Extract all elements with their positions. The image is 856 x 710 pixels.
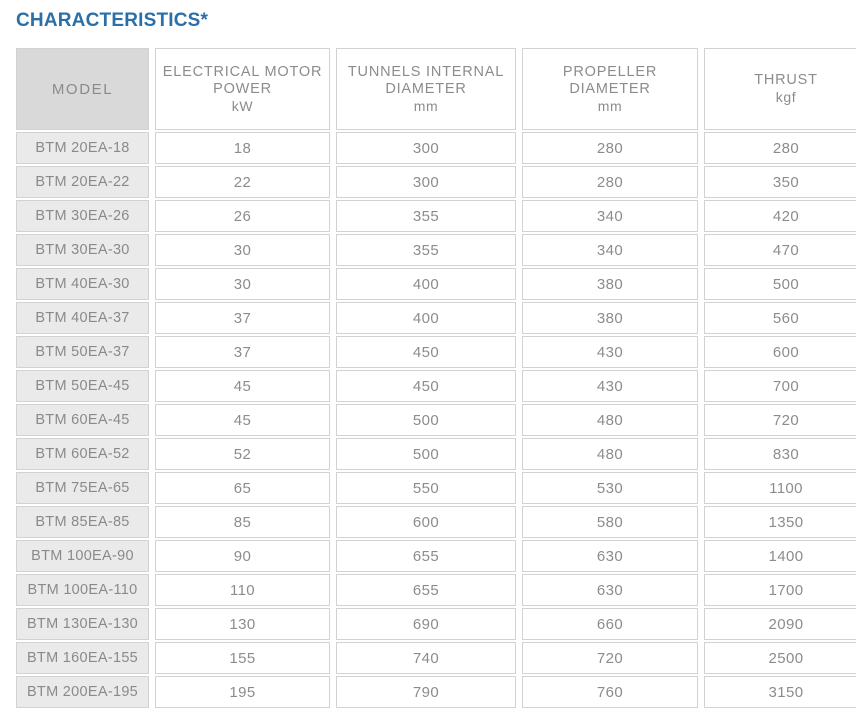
cell-model: BTM 50EA-37 xyxy=(16,336,149,368)
cell-tunnel-diameter: 300 xyxy=(336,132,516,164)
cell-propeller-diameter: 720 xyxy=(522,642,698,674)
column-header-tunnel-diameter xyxy=(336,48,516,130)
characteristics-table xyxy=(10,46,856,710)
cell-model: BTM 20EA-22 xyxy=(16,166,149,198)
cell-propeller-diameter: 530 xyxy=(522,472,698,504)
cell-propeller-diameter: 380 xyxy=(522,302,698,334)
cell-propeller-diameter: 760 xyxy=(522,676,698,708)
cell-tunnel-diameter: 400 xyxy=(336,302,516,334)
cell-model: BTM 30EA-30 xyxy=(16,234,149,266)
table-header xyxy=(16,48,856,130)
cell-power: 110 xyxy=(155,574,330,606)
cell-tunnel-diameter: 790 xyxy=(336,676,516,708)
cell-model: BTM 40EA-37 xyxy=(16,302,149,334)
cell-propeller-diameter: 430 xyxy=(522,336,698,368)
cell-model: BTM 160EA-155 xyxy=(16,642,149,674)
cell-thrust: 2500 xyxy=(704,642,856,674)
cell-model: BTM 60EA-45 xyxy=(16,404,149,436)
column-header-model-label: MODEL xyxy=(51,80,114,98)
cell-thrust: 500 xyxy=(704,268,856,300)
cell-power: 26 xyxy=(155,200,330,232)
cell-tunnel-diameter: 450 xyxy=(336,370,516,402)
cell-thrust: 280 xyxy=(704,132,856,164)
cell-tunnel-diameter: 500 xyxy=(336,438,516,470)
table-row xyxy=(16,200,856,232)
table-row xyxy=(16,506,856,538)
table-row xyxy=(16,336,856,368)
cell-thrust: 1400 xyxy=(704,540,856,572)
cell-power: 18 xyxy=(155,132,330,164)
cell-model: BTM 85EA-85 xyxy=(16,506,149,538)
column-header-power xyxy=(155,48,330,130)
cell-tunnel-diameter: 450 xyxy=(336,336,516,368)
column-header-power-unit: kW xyxy=(231,97,254,114)
cell-propeller-diameter: 480 xyxy=(522,404,698,436)
cell-propeller-diameter: 380 xyxy=(522,268,698,300)
cell-power: 22 xyxy=(155,166,330,198)
table-row xyxy=(16,166,856,198)
cell-power: 52 xyxy=(155,438,330,470)
cell-power: 155 xyxy=(155,642,330,674)
cell-power: 90 xyxy=(155,540,330,572)
cell-model: BTM 30EA-26 xyxy=(16,200,149,232)
table-row xyxy=(16,404,856,436)
column-header-tunnel-diameter-unit: mm xyxy=(413,97,439,114)
cell-model: BTM 40EA-30 xyxy=(16,268,149,300)
cell-propeller-diameter: 660 xyxy=(522,608,698,640)
cell-tunnel-diameter: 600 xyxy=(336,506,516,538)
cell-thrust: 830 xyxy=(704,438,856,470)
specifications-page xyxy=(0,6,856,701)
cell-model: BTM 60EA-52 xyxy=(16,438,149,470)
cell-propeller-diameter: 280 xyxy=(522,132,698,164)
cell-power: 65 xyxy=(155,472,330,504)
cell-thrust: 1350 xyxy=(704,506,856,538)
cell-model: BTM 50EA-45 xyxy=(16,370,149,402)
column-header-propeller-diameter-label: PROPELLER DIAMETER xyxy=(562,63,658,97)
cell-thrust: 560 xyxy=(704,302,856,334)
table-row xyxy=(16,642,856,674)
column-header-thrust-label: THRUST xyxy=(754,72,818,88)
cell-tunnel-diameter: 550 xyxy=(336,472,516,504)
table-row xyxy=(16,676,856,708)
cell-power: 37 xyxy=(155,336,330,368)
table-row xyxy=(16,608,856,640)
cell-thrust: 470 xyxy=(704,234,856,266)
cell-thrust: 420 xyxy=(704,200,856,232)
column-header-propeller-diameter-unit: mm xyxy=(597,97,623,114)
cell-thrust: 2090 xyxy=(704,608,856,640)
cell-thrust: 700 xyxy=(704,370,856,402)
cell-tunnel-diameter: 740 xyxy=(336,642,516,674)
cell-tunnel-diameter: 655 xyxy=(336,574,516,606)
cell-thrust: 3150 xyxy=(704,676,856,708)
column-header-power-label: ELECTRICAL MOTOR POWER xyxy=(162,63,323,97)
cell-power: 130 xyxy=(155,608,330,640)
table-row xyxy=(16,472,856,504)
cell-thrust: 1100 xyxy=(704,472,856,504)
cell-power: 30 xyxy=(155,234,330,266)
cell-propeller-diameter: 630 xyxy=(522,540,698,572)
header-row xyxy=(16,48,856,130)
table-row xyxy=(16,540,856,572)
table-row xyxy=(16,268,856,300)
cell-power: 30 xyxy=(155,268,330,300)
cell-model: BTM 75EA-65 xyxy=(16,472,149,504)
cell-propeller-diameter: 430 xyxy=(522,370,698,402)
table-row xyxy=(16,438,856,470)
cell-tunnel-diameter: 355 xyxy=(336,234,516,266)
cell-tunnel-diameter: 355 xyxy=(336,200,516,232)
cell-model: BTM 20EA-18 xyxy=(16,132,149,164)
table-row xyxy=(16,132,856,164)
table-row xyxy=(16,574,856,606)
cell-tunnel-diameter: 690 xyxy=(336,608,516,640)
cell-propeller-diameter: 480 xyxy=(522,438,698,470)
cell-tunnel-diameter: 655 xyxy=(336,540,516,572)
cell-propeller-diameter: 280 xyxy=(522,166,698,198)
cell-propeller-diameter: 340 xyxy=(522,234,698,266)
table-row xyxy=(16,302,856,334)
cell-thrust: 720 xyxy=(704,404,856,436)
cell-tunnel-diameter: 300 xyxy=(336,166,516,198)
column-header-thrust xyxy=(704,48,856,130)
cell-model: BTM 200EA-195 xyxy=(16,676,149,708)
cell-power: 45 xyxy=(155,404,330,436)
cell-power: 85 xyxy=(155,506,330,538)
cell-thrust: 600 xyxy=(704,336,856,368)
cell-model: BTM 130EA-130 xyxy=(16,608,149,640)
table-row xyxy=(16,234,856,266)
cell-power: 37 xyxy=(155,302,330,334)
cell-power: 45 xyxy=(155,370,330,402)
column-header-tunnel-diameter-label: TUNNELS INTERNAL DIAMETER xyxy=(347,63,505,97)
cell-tunnel-diameter: 500 xyxy=(336,404,516,436)
column-header-model xyxy=(16,48,149,130)
cell-model: BTM 100EA-110 xyxy=(16,574,149,606)
cell-power: 195 xyxy=(155,676,330,708)
cell-thrust: 350 xyxy=(704,166,856,198)
column-header-thrust-unit: kgf xyxy=(775,89,797,105)
cell-propeller-diameter: 630 xyxy=(522,574,698,606)
cell-thrust: 1700 xyxy=(704,574,856,606)
cell-model: BTM 100EA-90 xyxy=(16,540,149,572)
column-header-propeller-diameter xyxy=(522,48,698,130)
cell-tunnel-diameter: 400 xyxy=(336,268,516,300)
table-body xyxy=(16,132,856,708)
cell-propeller-diameter: 340 xyxy=(522,200,698,232)
cell-propeller-diameter: 580 xyxy=(522,506,698,538)
table-row xyxy=(16,370,856,402)
page-title: CHARACTERISTICS* xyxy=(16,10,209,31)
